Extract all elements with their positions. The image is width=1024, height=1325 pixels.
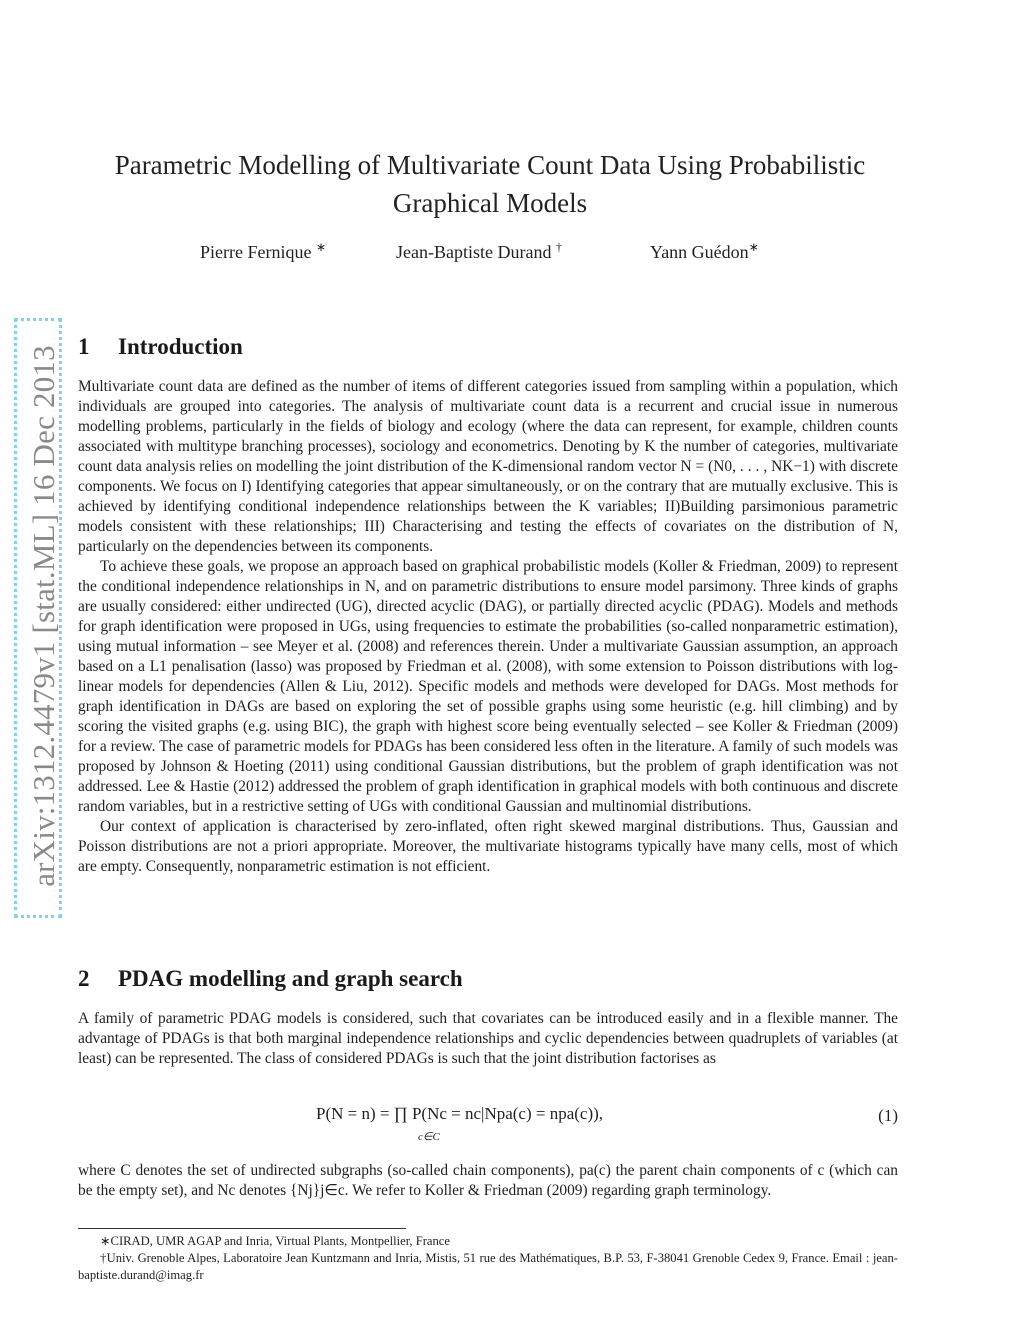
footnote-affiliation-2: †Univ. Grenoble Alpes, Laboratoire Jean Kuntzmann and Inria, Mistis, 51 rue des Mathématiques, B.P. 53, F-38041 Grenoble Cedex 9, France. Email : jean-baptiste.durand@imag.fr	[78, 1251, 898, 1282]
section-body-pdag-after-equation	[78, 1161, 898, 1201]
section-number: 1	[78, 334, 90, 359]
footnotes	[78, 1233, 898, 1284]
author-3	[650, 240, 759, 263]
section-heading-pdag	[78, 966, 463, 992]
author-mark: †	[555, 240, 562, 254]
paragraph: To achieve these goals, we propose an approach based on graphical probabilistic models (Koller & Friedman, 2009) to represent the conditional independence relationships in N, and on parametric distributions to ensure model parsimony. Three kinds of graphs are usually considered: either undirected (UG), directed acyclic (DAG), or partially directed acyclic (PDAG). Models and methods for graph identification were proposed in UGs, using frequencies to estimate the probabilities (so-called nonparametric estimation), using mutual information – see Meyer et al. (2008) and references therein. Under a multivariate Gaussian assumption, an approach based on a L1 penalisation (lasso) was proposed by Friedman et al. (2008), with some extension to Poisson distributions with log-linear models for dependencies (Allen & Liu, 2012). Specific models and methods were developed for DAGs. Most methods for graph identification in DAGs are based on exploring the set of possible graphs using some heuristic (e.g. hill climbing) and by scoring the visited graphs (e.g. using BIC), the graph with highest score being eventually selected – see Koller & Friedman (2009) for a review. The case of parametric models for PDAGs has been considered less often in the literature. A family of such models was proposed by Johnson & Hoeting (2011) using conditional Gaussian distributions, but the problem of graph identification was not addressed. Lee & Hastie (2012) addressed the problem of graph identification in graphical models with both continuous and discrete random variables, but in a restrictive setting of UGs with conditional Gaussian and multinomial distributions.	[78, 558, 898, 815]
paragraph: Multivariate count data are defined as the number of items of different categories issued from sampling within a population, which individuals are grouped into categories. The analysis of multivariate count data is a recurrent and crucial issue in numerous modelling problems, particularly in the fields of biology and ecology (where the data can represent, for example, children counts associated with multitype branching processes), sociology and econometrics. Denoting by K the number of categories, multivariate count data analysis relies on modelling the joint distribution of the K-dimensional random vector N = (N0, . . . , NK−1) with discrete components. We focus on I) Identifying categories that appear simultaneously, or on the contrary that are mutually exclusive. This is achieved by identifying conditional independence relationships between the K variables; II)Building parsimonious parametric models consistent with these relationships; III) Characterising and testing the effects of covariates on the distribution of N, particularly on the dependencies between its components.	[78, 378, 898, 555]
footnote-rule	[78, 1228, 406, 1229]
author-1	[200, 240, 326, 263]
section-heading-introduction	[78, 334, 243, 360]
section-title: Introduction	[118, 334, 243, 359]
paragraph: where C denotes the set of undirected subgraphs (so-called chain components), pa(c) the parent chain components of c (which can be the empty set), and Nc denotes {Nj}j∈c. We refer to Koller & Friedman (2009) regarding graph terminology.	[78, 1162, 898, 1199]
equation-product-subscript: c∈C	[418, 1131, 440, 1143]
equation-body: P(N = n) = ∏ P(Nc = nc|Npa(c) = npa(c)),	[316, 1104, 604, 1123]
author-name: Pierre Fernique	[200, 242, 312, 262]
author-2	[396, 240, 562, 263]
arxiv-stamp: arXiv:1312.4479v1 [stat.ML] 16 Dec 2013	[26, 345, 61, 887]
author-mark: ∗	[315, 240, 327, 254]
footnote-affiliation-1: ∗CIRAD, UMR AGAP and Inria, Virtual Plants, Montpellier, France	[100, 1234, 450, 1248]
paragraph: Our context of application is characterised by zero-inflated, often right skewed marginal distributions. Thus, Gaussian and Poisson distributions are not a priori appropriate. Moreover, the multivariate histograms typically have many cells, most of which are empty. Consequently, nonparametric estimation is not efficient.	[78, 818, 898, 875]
section-title: PDAG modelling and graph search	[118, 966, 463, 991]
author-mark: ∗	[748, 240, 759, 254]
equation-number: (1)	[878, 1106, 898, 1125]
equation-1	[78, 1104, 898, 1144]
section-number: 2	[78, 966, 90, 991]
section-body-introduction	[78, 377, 898, 877]
author-name: Jean-Baptiste Durand	[396, 242, 552, 262]
author-name: Yann Guédon	[650, 242, 749, 262]
paragraph: A family of parametric PDAG models is considered, such that covariates can be introduced easily and in a flexible manner. The advantage of PDAGs is that both marginal independence relationships and cyclic dependencies between quadruplets of variables (at least) can be represented. The class of considered PDAGs is such that the joint distribution factorises as	[78, 1010, 898, 1067]
section-body-pdag-intro	[78, 1009, 898, 1069]
paper-title: Parametric Modelling of Multivariate Count Data Using Probabilistic Graphical Models	[114, 150, 866, 218]
